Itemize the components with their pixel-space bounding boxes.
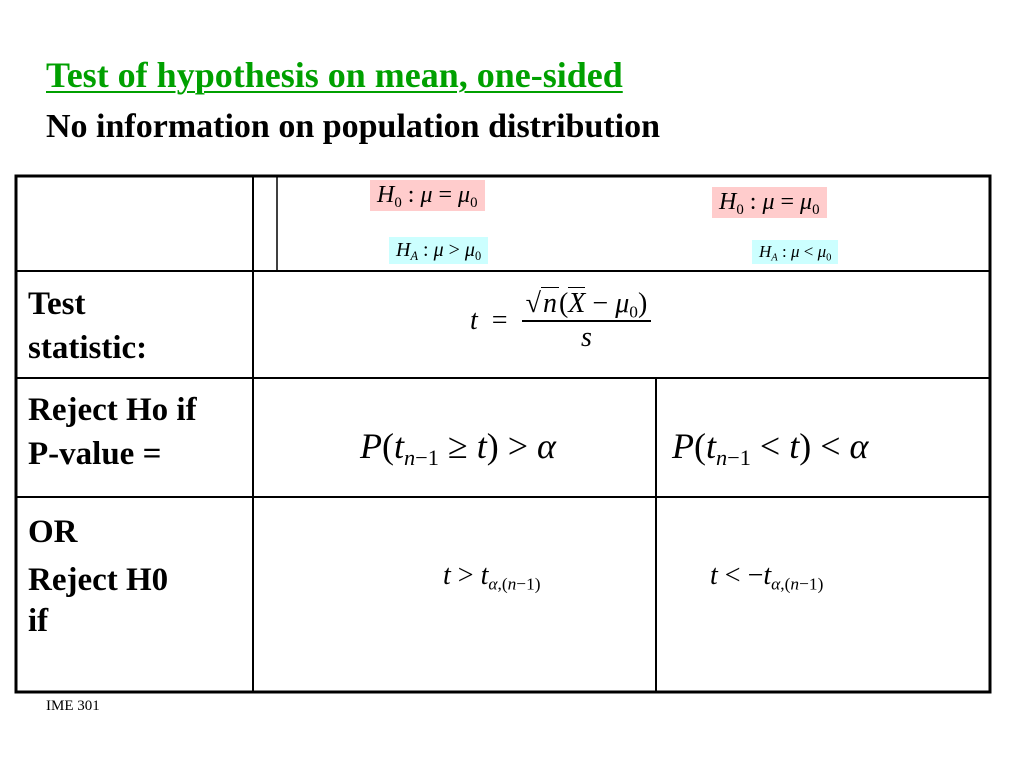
pvalue-left-formula: $P(t_{n-1} \ge t) > \alpha$ [360,426,556,471]
reject-pvalue-label: Reject Ho if P-value = [28,392,197,472]
critical-left-formula: $t > t_{\alpha,(n-1)}$ [443,560,541,594]
left-null-hypothesis: $H_0$ : $\mu = \mu_0$ [370,180,485,211]
left-alternative-hypothesis: $H_A$ : $\mu > \mu_0$ [389,237,488,264]
right-alternative-hypothesis: $H_A$ : $\mu < \mu_0$ [752,240,838,264]
footer-course-code: IME 301 [46,698,100,714]
reject-critical-label: OR Reject H0 if [28,514,169,639]
test-statistic-label: Test statistic: [28,286,148,366]
slide-title: Test of hypothesis on mean, one-sided [46,55,623,95]
critical-right-formula: $t < -t_{\alpha,(n-1)}$ [710,560,824,594]
slide-subtitle: No information on population distribution [46,108,661,145]
pvalue-right-formula: $P(t_{n-1} < t) < \alpha$ [672,426,869,471]
right-null-hypothesis: $H_0$ : $\mu = \mu_0$ [712,187,827,218]
test-statistic-formula: t = $\frac{√n(X - \mu_0)}{s}$ [470,288,651,354]
